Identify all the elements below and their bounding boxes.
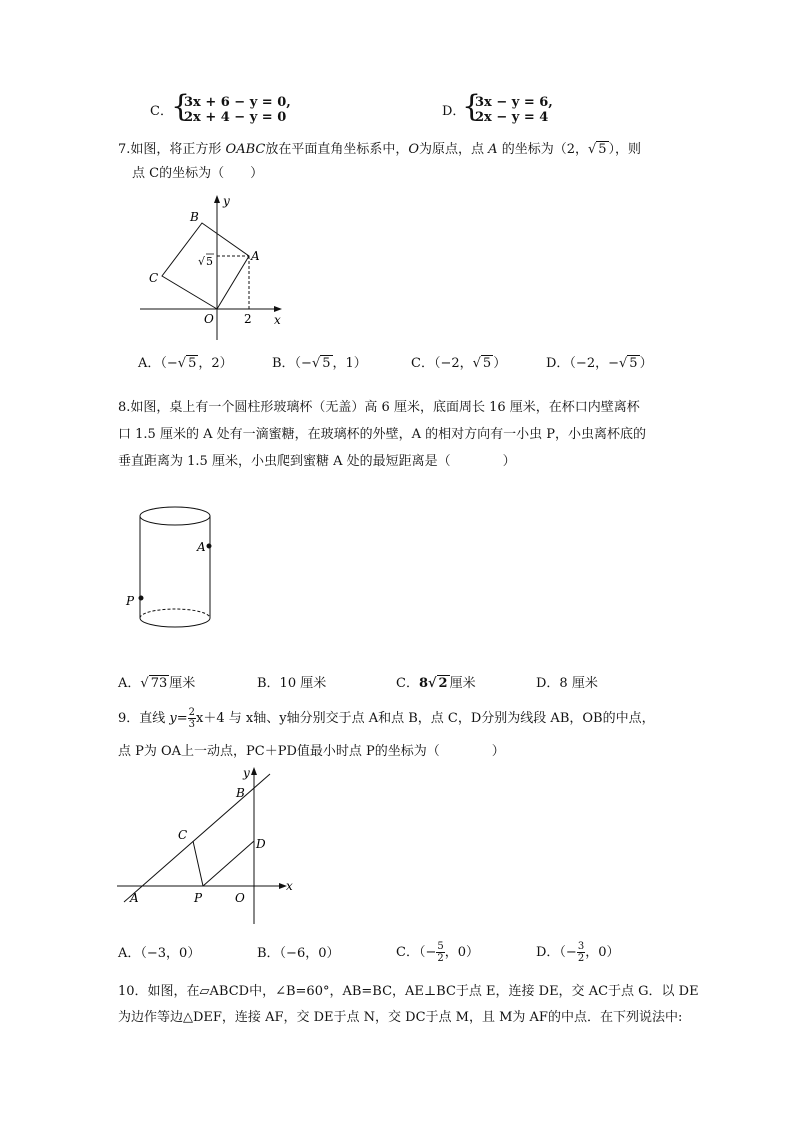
- q9-fraction: $\frac{2}{3}$: [188, 707, 196, 730]
- q8-fig-label-p: P: [126, 594, 135, 608]
- q9-fig-label-x: x: [286, 879, 293, 893]
- q7-fig-label-c: C: [149, 271, 159, 285]
- q7-fig-sqrt5-radicand: 5: [206, 255, 213, 268]
- q7-figure: [130, 190, 300, 345]
- q7-option-b: B．（−√ 5 ，1）: [272, 356, 367, 371]
- q8-fig-label-a: A: [197, 540, 206, 554]
- q7-stem-line1: 7.如图，将正方形 OABC放在平面直角坐标系中，O为原点，点 A 的坐标为（2，√ 5 ），则: [118, 142, 642, 157]
- q7-fig-label-x: x: [274, 313, 281, 327]
- q6-option-d-brace: {: [462, 89, 482, 124]
- q6-option-c-eq2: 2x + 4 − y = 0: [184, 110, 287, 125]
- q7-fig-label-y: y: [223, 194, 230, 208]
- q9-option-d: D．（− $\frac{3}{2}$ ，0）: [536, 941, 620, 964]
- q9-stem-line2: 点 P为 OA上一动点，PC＋PD值最小时点 P的坐标为（ ）: [118, 744, 505, 759]
- q8-cylinder-figure: [120, 500, 230, 640]
- q9-fig-label-a: A: [130, 891, 139, 905]
- q9-stem-line1: 9．直线 y= $\frac{2}{3}$ x＋4 与 x轴、y轴分别交于点 A和点 B，点 C，D分别为线段 AB，OB的中点，: [118, 707, 655, 730]
- q8-option-a: A．√ 73 厘米: [118, 676, 196, 691]
- q7-fig-label-two: 2: [244, 312, 252, 326]
- q6-option-c-label: C．: [150, 104, 173, 119]
- q9-option-b: B．（−6，0）: [257, 946, 340, 961]
- q9-option-a: A．（−3，0）: [118, 946, 201, 961]
- q7-option-a: A．（−√ 5 ，2）: [138, 356, 233, 371]
- q8-stem-line2: 口 1.5 厘米的 A 处有一滴蜜糖，在玻璃杯的外壁，A 的相对方向有一小虫 P，小虫离杯底的: [118, 427, 646, 442]
- q6-option-c-eq1: 3x + 6 − y = 0,: [184, 95, 291, 110]
- q9-fig-label-b: B: [236, 786, 245, 800]
- q7-stem-line2: 点 C的坐标为（ ）: [132, 166, 264, 181]
- q8-option-c: C．8√ 2 厘米: [396, 676, 476, 691]
- q9-figure: [112, 762, 302, 932]
- q6-option-d-label: D．: [442, 104, 466, 119]
- q7-fig-label-b: B: [190, 210, 199, 224]
- q7-fig-sqrt5-sign: √: [198, 255, 206, 268]
- q6-option-d-eq2: 2x − y = 4: [475, 110, 549, 125]
- q6-option-d-eq1: 3x − y = 6,: [475, 95, 553, 110]
- q9-fig-label-o: O: [235, 891, 245, 905]
- q9-fig-label-c: C: [178, 828, 188, 842]
- q9-option-c: C．（− $\frac{5}{2}$ ，0）: [396, 941, 479, 964]
- q10-stem-line2: 为边作等边△DEF，连接 AF，交 DE于点 N，交 DC于点 M，且 M为 AF的中点．在下列说法中:: [118, 1010, 683, 1025]
- q8-option-b: B．10 厘米: [257, 676, 327, 691]
- q9-fig-label-p: P: [194, 891, 203, 905]
- q7-option-d: D．（−2，−√ 5 ）: [546, 356, 653, 371]
- q9-fig-label-d: D: [256, 837, 266, 851]
- q7-fig-label-o: O: [204, 312, 214, 326]
- q8-option-d: D．8 厘米: [536, 676, 598, 691]
- q6-option-c-brace: {: [171, 89, 191, 124]
- q7-option-c: C．（−2，√ 5 ）: [411, 356, 507, 371]
- q8-stem-line1: 8.如图，桌上有一个圆柱形玻璃杯（无盖）高 6 厘米，底面周长 16 厘米，在杯口内壁离杯: [118, 400, 640, 415]
- q10-stem-line1: 10．如图，在▱ABCD中，∠B=60°，AB=BC，AE⊥BC于点 E，连接 DE，交 AC于点 G．以 DE: [118, 984, 699, 999]
- q9-fig-label-y: y: [243, 766, 250, 780]
- q7-fig-label-a: A: [251, 249, 260, 263]
- q8-stem-line3: 垂直距离为 1.5 厘米，小虫爬到蜜糖 A 处的最短距离是（ ）: [118, 454, 516, 469]
